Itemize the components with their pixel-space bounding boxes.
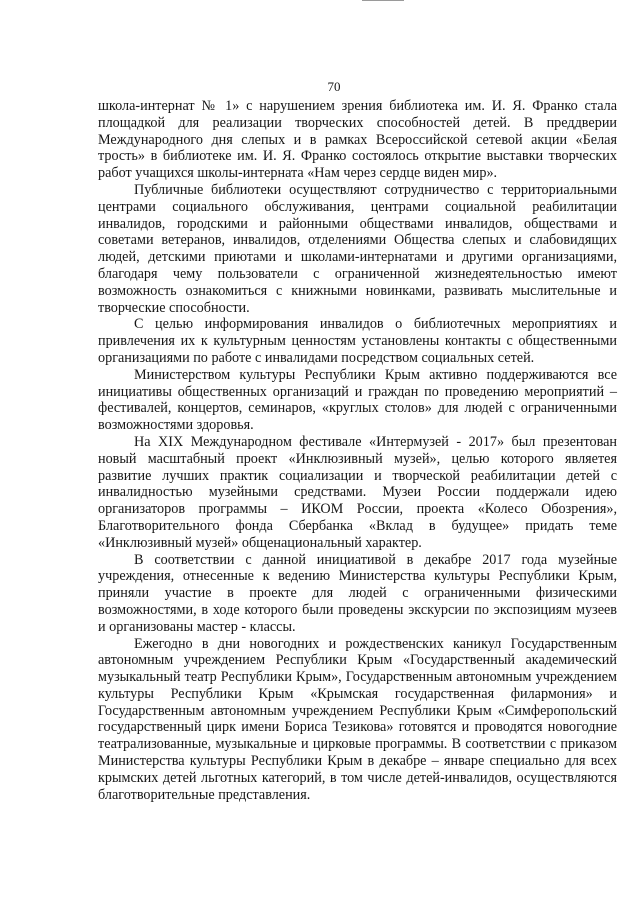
paragraph-museum-initiative: В соответствии с данной инициативой в декабре 2017 года музейные учреждения, отнесенные к ведению Министерства культуры Республики Крым, приняли участие в проекте для людей с ограниченными физическими возможностями, в ходе которого были проведены экскурсии по экспозициям музеев и организованы мастер - классы. — [98, 551, 617, 635]
paragraph-holiday-programs: Ежегодно в дни новогодних и рождественских каникул Государственным автономным учреждением Республики Крым «Государственный академический музыкальный театр Республики Крым», Государственным автономным учреждением культуры Республики Крым «Крымская государственная филармония» и Государственным автономным учреждением Республики Крым «Симферопольский государственный цирк имени Бориса Тезикова» готовятся и проводятся новогодние театрализованные, музыкальные и цирковые программы. В соответствии с приказом Министерства культуры Республики Крым в декабре – январе специально для всех крымских детей льготных категорий, в том числе детей-инвалидов, осуществляются благотворительные представления. — [98, 635, 617, 803]
paragraph-social-networks: С целью информирования инвалидов о библиотечных мероприятиях и привлечения их к культурным ценностям установлены контакты с общественными организациями по работе с инвалидами посредством социальных сетей. — [98, 316, 617, 366]
page-number: 70 — [327, 79, 341, 94]
paragraph-intermuseum-festival: На XIX Международном фестивале «Интермузей - 2017» был презентован новый масштабный проект «Инклюзивный музей», целью которого являетея развитие лучших практик социализации и творческой реабилитации детей с инвалидностью музейными средствами. Музеи России поддержали идею организаторов программы – ИКОМ России, проекта «Колесо Обозрения», Благотворительного фонда Сбербанка «Вклад в будущее» придать теме «Инклюзивный музей» общенациональный характер. — [98, 433, 617, 551]
paragraph-public-libraries: Публичные библиотеки осуществляют сотрудничество с территориальными центрами социального обслуживания, центрами социальной реабилитации инвалидов, городскими и районными обществами инвалидов, обществами и советами ветеранов, инвалидов, отделениями Общества слепых и слабовидящих людей, детскими приютами и школами-интернатами и другими организациями, благодаря чему пользователи с ограниченной жизнедеятельностью имеют возможность ознакомиться с книжными новинками, развивать мыслительные и творческие способности. — [98, 181, 617, 316]
scan-edge-mark — [362, 0, 404, 1]
document-body — [98, 98, 617, 803]
paragraph-ministry-support: Министерством культуры Республики Крым активно поддерживаются все инициативы общественных организаций и граждан по проведению мероприятий – фестивалей, концертов, семинаров, «круглых столов» для людей с ограниченными возможностями здоровья. — [98, 366, 617, 434]
paragraph-continuation: школа-интернат № 1» с нарушением зрения библиотека им. И. Я. Франко стала площадкой для реализации творческих способностей детей. В преддверии Международного дня слепых и в рамках Всероссийской сетевой акции «Белая трость» в библиотеке им. И. Я. Франко состоялось открытие выставки творческих работ учащихся школы-интерната «Нам через сердце виден мир». — [98, 98, 617, 182]
